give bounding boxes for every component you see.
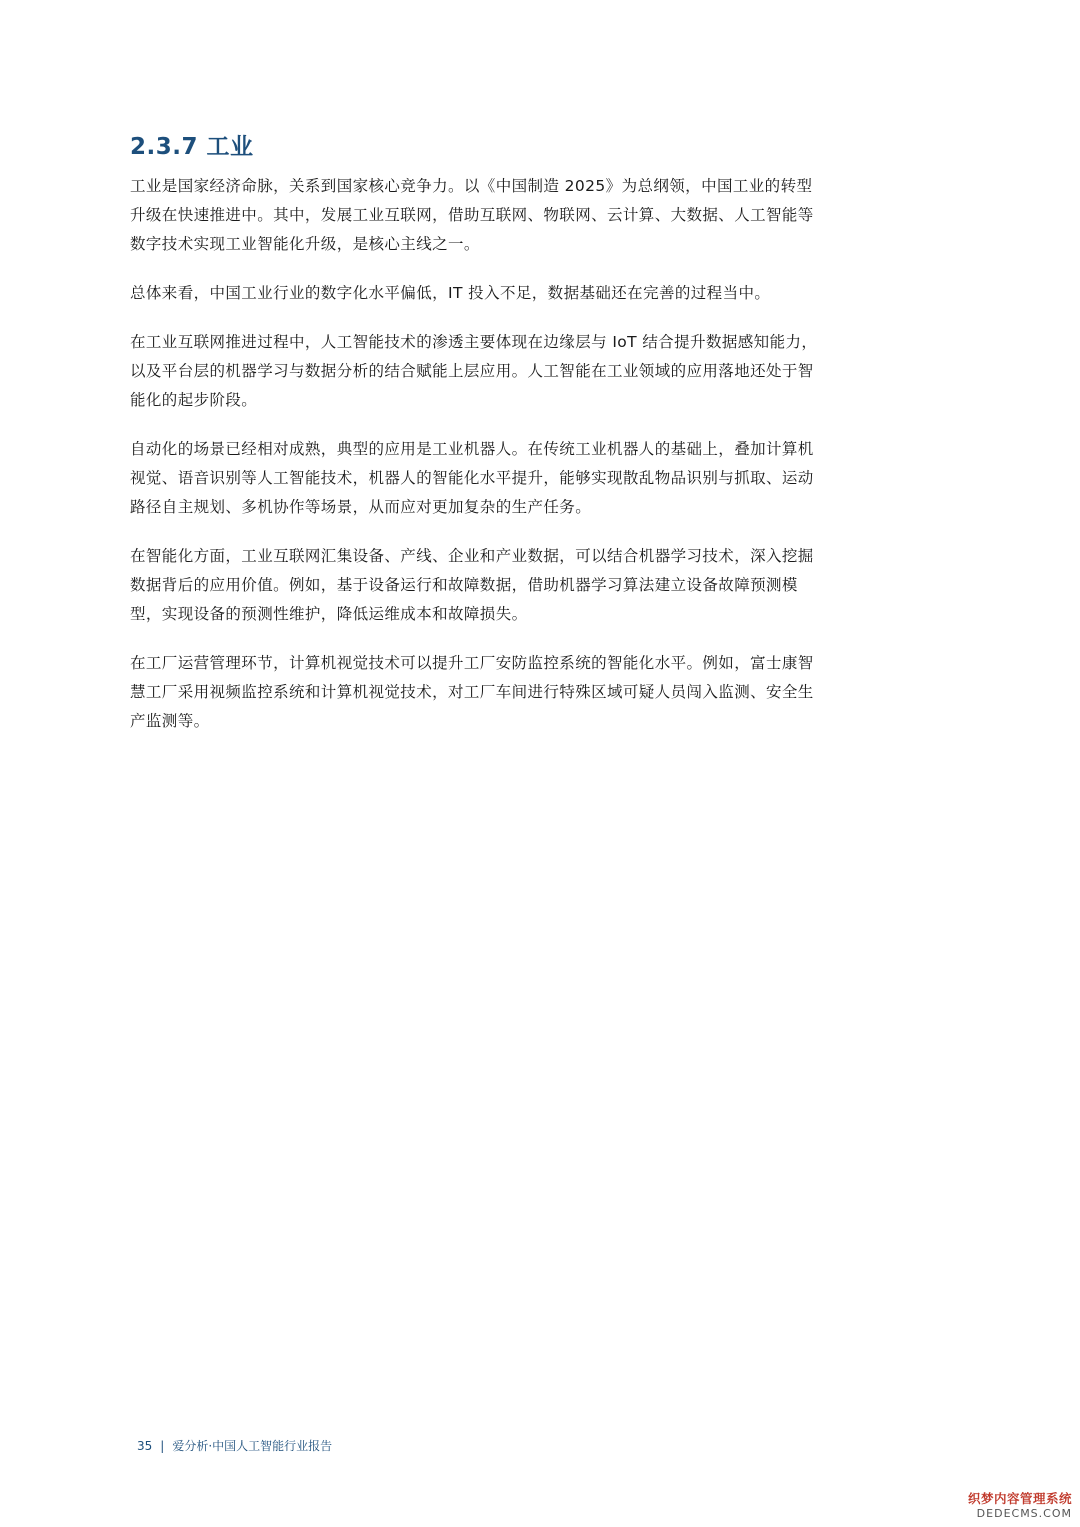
paragraph: 总体来看，中国工业行业的数字化水平偏低，IT 投入不足，数据基础还在完善的过程当中。 [130,284,771,302]
section-title: 2.3.7 工业 [130,134,254,160]
footer-separator: | [160,1438,165,1453]
section-body [130,172,820,756]
watermark [962,1491,1072,1521]
page-number: 35 [137,1438,153,1453]
page-footer [137,1437,332,1454]
paragraph: 在智能化方面，工业互联网汇集设备、产线、企业和产业数据，可以结合机器学习技术，深入挖掘数据背后的应用价值。例如，基于设备运行和故障数据，借助机器学习算法建立设备故障预测模型，实现设备的预测性维护，降低运维成本和故障损失。 [130,547,814,623]
paragraph: 在工厂运营管理环节，计算机视觉技术可以提升工厂安防监控系统的智能化水平。例如，富士康智慧工厂采用视频监控系统和计算机视觉技术，对工厂车间进行特殊区域可疑人员闯入监测、安全生产监测等。 [130,654,814,730]
paragraph: 自动化的场景已经相对成熟，典型的应用是工业机器人。在传统工业机器人的基础上，叠加计算机视觉、语音识别等人工智能技术，机器人的智能化水平提升，能够实现散乱物品识别与抓取、运动路径自主规划、多机协作等场景，从而应对更加复杂的生产任务。 [130,440,814,516]
paragraph: 工业是国家经济命脉，关系到国家核心竞争力。以《中国制造 2025》为总纲领，中国工业的转型升级在快速推进中。其中，发展工业互联网，借助互联网、物联网、云计算、大数据、人工智能等数字技术实现工业智能化升级，是核心主线之一。 [130,177,814,253]
watermark-en: DEDECMS.COM [976,1507,1072,1520]
paragraph: 在工业互联网推进过程中，人工智能技术的渗透主要体现在边缘层与 IoT 结合提升数据感知能力，以及平台层的机器学习与数据分析的结合赋能上层应用。人工智能在工业领域的应用落地还处于智能化的起步阶段。 [130,333,818,409]
watermark-cn: 织梦内容管理系统 [967,1491,1072,1506]
report-title: 爱分析·中国人工智能行业报告 [172,1439,333,1453]
